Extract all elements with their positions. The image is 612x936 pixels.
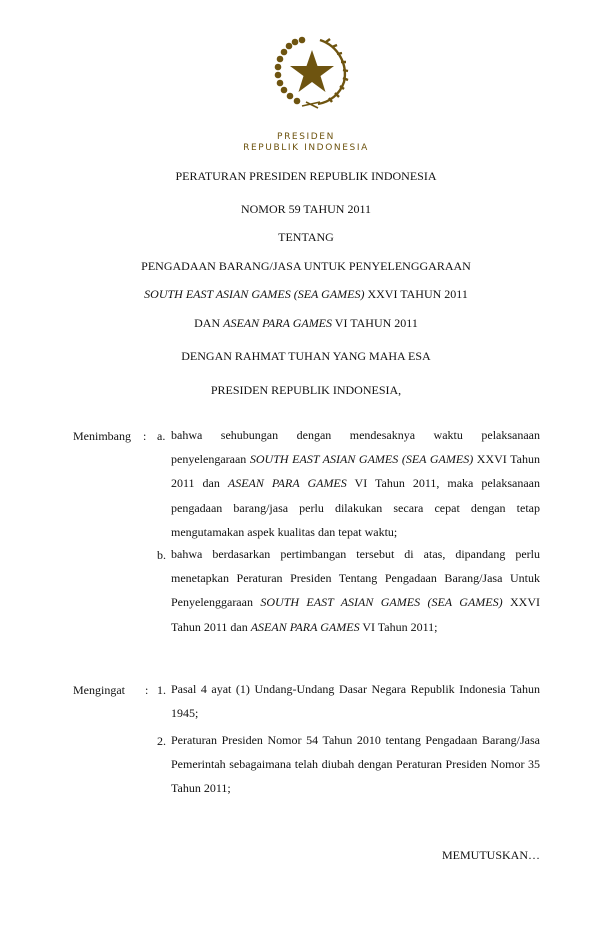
emblem-text-presiden: PRESIDEN xyxy=(277,132,335,142)
emblem-text-republik-indonesia: REPUBLIK INDONESIA xyxy=(243,143,369,153)
president-heading: PRESIDEN REPUBLIK INDONESIA, xyxy=(210,383,402,397)
continuation-marker: MEMUTUSKAN… xyxy=(441,848,540,862)
text: VI Tahun 2011, maka pelaksanaan pengadaan barang/jasa perlu dilakukan secara cepat dengan tetap mengutamakan aspek kualitas dan tepat waktu; xyxy=(171,476,540,539)
subject-line-3 xyxy=(0,316,612,331)
italic-text: SOUTH EAST ASIAN GAMES (SEA GAMES) xyxy=(249,452,474,467)
subject-line-2 xyxy=(0,287,612,302)
mengingat-item-2: Peraturan Presiden Nomor 54 Tahun 2010 tentang Pengadaan Barang/Jasa Pemerintah sebagaimana telah diubah dengan Peraturan Presiden Nomor 35 Tahun 2011; xyxy=(171,733,540,796)
menimbang-colon: : xyxy=(143,429,147,443)
grace-formula: DENGAN RAHMAT TUHAN YANG MAHA ESA xyxy=(181,349,431,363)
italic-text: SOUTH EAST ASIAN GAMES (SEA GAMES) xyxy=(260,595,503,610)
item-number: b. xyxy=(157,548,166,562)
text: bahwa sehubungan dengan mendesaknya waktu pelaksanaan penyelengaraan xyxy=(171,428,540,467)
subject-rest: VI TAHUN 2011 xyxy=(332,316,418,330)
mengingat-label: Mengingat xyxy=(73,683,125,697)
text: XXVI Tahun 2011 dan xyxy=(171,452,540,491)
item-number: 1. xyxy=(157,683,166,697)
text: VI Tahun 2011; xyxy=(359,619,438,634)
italic-text: ASEAN PARA GAMES xyxy=(250,619,360,634)
star-icon xyxy=(290,50,334,92)
item-number: 2. xyxy=(157,734,166,748)
subject-italic: SOUTH EAST ASIAN GAMES (SEA GAMES) xyxy=(144,287,365,301)
item-number: a. xyxy=(157,429,166,443)
regulation-title: PERATURAN PRESIDEN REPUBLIK INDONESIA xyxy=(175,169,437,183)
subject-pre: DAN xyxy=(194,316,224,330)
garuda-presidential-emblem xyxy=(268,34,352,114)
menimbang-item-a xyxy=(171,423,540,544)
text: bahwa berdasarkan pertimbangan tersebut di atas, dipandang perlu menetapkan Peraturan Presiden Tentang Pengadaan Barang/Jasa Untuk Penyelenggaraan xyxy=(171,547,540,610)
about-heading: TENTANG xyxy=(278,230,334,244)
menimbang-label: Menimbang xyxy=(73,429,131,443)
mengingat-item-1: Pasal 4 ayat (1) Undang-Undang Dasar Negara Republik Indonesia Tahun 1945; xyxy=(171,682,540,721)
regulation-number: NOMOR 59 TAHUN 2011 xyxy=(240,202,372,216)
mengingat-colon: : xyxy=(145,683,149,697)
text: XXVI Tahun 2011 dan xyxy=(171,595,541,634)
italic-text: ASEAN PARA GAMES xyxy=(227,476,347,491)
subject-italic: ASEAN PARA GAMES xyxy=(223,316,333,330)
subject-line-1: PENGADAAN BARANG/JASA UNTUK PENYELENGGARAAN xyxy=(141,259,471,273)
subject-rest: XXVI TAHUN 2011 xyxy=(364,287,468,301)
menimbang-item-b xyxy=(171,542,540,639)
